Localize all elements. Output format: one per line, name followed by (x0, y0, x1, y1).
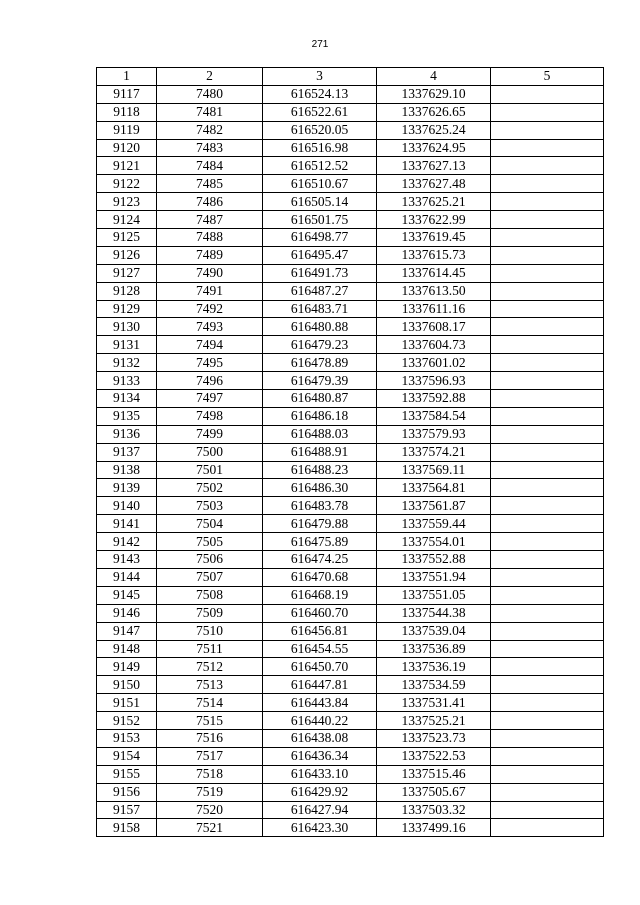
table-cell-col-2: 7498 (157, 407, 263, 425)
table-cell-col-5 (491, 193, 604, 211)
table-cell-col-2: 7506 (157, 551, 263, 569)
table-cell-col-1: 9158 (97, 819, 157, 837)
table-cell-col-4: 1337536.19 (377, 658, 491, 676)
table-cell-col-5 (491, 819, 604, 837)
table-cell-col-1: 9121 (97, 157, 157, 175)
table-cell-col-5 (491, 783, 604, 801)
table-cell-col-4: 1337536.89 (377, 640, 491, 658)
table-cell-col-2: 7500 (157, 443, 263, 461)
table-cell-col-5 (491, 318, 604, 336)
table-row (97, 783, 604, 801)
table-cell-col-4: 1337499.16 (377, 819, 491, 837)
table-cell-col-2: 7504 (157, 515, 263, 533)
table-cell-col-3: 616460.70 (263, 604, 377, 622)
table-cell-col-4: 1337627.13 (377, 157, 491, 175)
table-cell-col-1: 9138 (97, 461, 157, 479)
table-cell-col-5 (491, 282, 604, 300)
table-cell-col-2: 7519 (157, 783, 263, 801)
table-cell-col-1: 9126 (97, 246, 157, 264)
table-cell-col-4: 1337625.21 (377, 193, 491, 211)
table-cell-col-1: 9132 (97, 354, 157, 372)
table-row (97, 175, 604, 193)
table-cell-col-2: 7508 (157, 586, 263, 604)
page-number: 271 (311, 39, 329, 50)
table-cell-col-3: 616438.08 (263, 729, 377, 747)
column-header-4: 4 (377, 68, 491, 86)
table-cell-col-2: 7520 (157, 801, 263, 819)
table-cell-col-5 (491, 533, 604, 551)
table-cell-col-5 (491, 712, 604, 730)
table-row (97, 443, 604, 461)
table-cell-col-4: 1337552.88 (377, 551, 491, 569)
table-cell-col-5 (491, 372, 604, 390)
table-cell-col-1: 9150 (97, 676, 157, 694)
table-cell-col-2: 7485 (157, 175, 263, 193)
table-cell-col-1: 9117 (97, 85, 157, 103)
table-row (97, 336, 604, 354)
table-cell-col-3: 616483.71 (263, 300, 377, 318)
table-cell-col-4: 1337601.02 (377, 354, 491, 372)
table-row (97, 282, 604, 300)
table-cell-col-1: 9156 (97, 783, 157, 801)
table-cell-col-5 (491, 121, 604, 139)
table-cell-col-4: 1337596.93 (377, 372, 491, 390)
table-cell-col-5 (491, 676, 604, 694)
table-cell-col-1: 9149 (97, 658, 157, 676)
table-cell-col-3: 616501.75 (263, 211, 377, 229)
table-cell-col-5 (491, 801, 604, 819)
table-cell-col-1: 9144 (97, 568, 157, 586)
table-row (97, 103, 604, 121)
table-cell-col-1: 9122 (97, 175, 157, 193)
table-cell-col-4: 1337551.94 (377, 568, 491, 586)
table-cell-col-3: 616491.73 (263, 264, 377, 282)
table-cell-col-4: 1337569.11 (377, 461, 491, 479)
table-cell-col-4: 1337613.50 (377, 282, 491, 300)
table-row (97, 139, 604, 157)
table-row (97, 229, 604, 247)
table-cell-col-2: 7511 (157, 640, 263, 658)
table-cell-col-3: 616454.55 (263, 640, 377, 658)
table-cell-col-2: 7483 (157, 139, 263, 157)
table-cell-col-1: 9136 (97, 425, 157, 443)
table-cell-col-4: 1337544.38 (377, 604, 491, 622)
table-cell-col-1: 9124 (97, 211, 157, 229)
table-cell-col-4: 1337629.10 (377, 85, 491, 103)
table-row (97, 461, 604, 479)
table-cell-col-4: 1337554.01 (377, 533, 491, 551)
table-cell-col-2: 7496 (157, 372, 263, 390)
column-header-1: 1 (97, 68, 157, 86)
table-cell-col-4: 1337622.99 (377, 211, 491, 229)
table-cell-col-1: 9119 (97, 121, 157, 139)
table-cell-col-1: 9137 (97, 443, 157, 461)
table-cell-col-2: 7505 (157, 533, 263, 551)
table-cell-col-2: 7491 (157, 282, 263, 300)
table-cell-col-2: 7501 (157, 461, 263, 479)
table-cell-col-3: 616450.70 (263, 658, 377, 676)
table-row (97, 193, 604, 211)
table-cell-col-3: 616470.68 (263, 568, 377, 586)
table-cell-col-4: 1337534.59 (377, 676, 491, 694)
table-cell-col-3: 616524.13 (263, 85, 377, 103)
table-row (97, 729, 604, 747)
table-cell-col-1: 9125 (97, 229, 157, 247)
table-cell-col-4: 1337515.46 (377, 765, 491, 783)
table-cell-col-4: 1337615.73 (377, 246, 491, 264)
table-cell-col-3: 616512.52 (263, 157, 377, 175)
table-cell-col-5 (491, 747, 604, 765)
table-cell-col-3: 616475.89 (263, 533, 377, 551)
table-row (97, 622, 604, 640)
table-row (97, 479, 604, 497)
table-cell-col-2: 7510 (157, 622, 263, 640)
table-cell-col-2: 7481 (157, 103, 263, 121)
table-cell-col-4: 1337503.32 (377, 801, 491, 819)
table-cell-col-2: 7497 (157, 390, 263, 408)
table-cell-col-1: 9140 (97, 497, 157, 515)
table-cell-col-2: 7507 (157, 568, 263, 586)
table-cell-col-5 (491, 336, 604, 354)
table-cell-col-5 (491, 515, 604, 533)
table-row (97, 211, 604, 229)
table-row (97, 765, 604, 783)
table-cell-col-4: 1337561.87 (377, 497, 491, 515)
table-cell-col-5 (491, 658, 604, 676)
table-row (97, 533, 604, 551)
table-cell-col-4: 1337624.95 (377, 139, 491, 157)
table-cell-col-3: 616479.23 (263, 336, 377, 354)
table-row (97, 801, 604, 819)
table-cell-col-4: 1337619.45 (377, 229, 491, 247)
table-cell-col-2: 7489 (157, 246, 263, 264)
table-cell-col-2: 7521 (157, 819, 263, 837)
table-cell-col-3: 616440.22 (263, 712, 377, 730)
table-cell-col-2: 7492 (157, 300, 263, 318)
table-row (97, 425, 604, 443)
table-row (97, 300, 604, 318)
table-cell-col-5 (491, 407, 604, 425)
table-cell-col-5 (491, 425, 604, 443)
table-cell-col-1: 9146 (97, 604, 157, 622)
table-row (97, 694, 604, 712)
table-cell-col-5 (491, 640, 604, 658)
table-cell-col-1: 9151 (97, 694, 157, 712)
table-cell-col-4: 1337611.16 (377, 300, 491, 318)
table-cell-col-4: 1337564.81 (377, 479, 491, 497)
table-cell-col-1: 9128 (97, 282, 157, 300)
table-row (97, 658, 604, 676)
table-cell-col-1: 9120 (97, 139, 157, 157)
table-cell-col-4: 1337604.73 (377, 336, 491, 354)
table-cell-col-3: 616488.23 (263, 461, 377, 479)
table-cell-col-5 (491, 354, 604, 372)
table-row (97, 318, 604, 336)
table-cell-col-5 (491, 461, 604, 479)
table-cell-col-3: 616427.94 (263, 801, 377, 819)
table-body (97, 85, 604, 836)
table-cell-col-2: 7514 (157, 694, 263, 712)
table-cell-col-5 (491, 497, 604, 515)
table-cell-col-5 (491, 586, 604, 604)
table-cell-col-5 (491, 264, 604, 282)
table-cell-col-1: 9148 (97, 640, 157, 658)
table-cell-col-1: 9157 (97, 801, 157, 819)
table-cell-col-2: 7490 (157, 264, 263, 282)
table-cell-col-1: 9155 (97, 765, 157, 783)
table-cell-col-4: 1337625.24 (377, 121, 491, 139)
table-cell-col-1: 9141 (97, 515, 157, 533)
table-cell-col-3: 616436.34 (263, 747, 377, 765)
table-cell-col-3: 616456.81 (263, 622, 377, 640)
table-cell-col-2: 7499 (157, 425, 263, 443)
table-cell-col-4: 1337531.41 (377, 694, 491, 712)
table-cell-col-1: 9145 (97, 586, 157, 604)
table-cell-col-4: 1337574.21 (377, 443, 491, 461)
table-row (97, 747, 604, 765)
table-cell-col-5 (491, 604, 604, 622)
table-cell-col-3: 616479.39 (263, 372, 377, 390)
table-cell-col-5 (491, 765, 604, 783)
table-cell-col-1: 9127 (97, 264, 157, 282)
table-cell-col-1: 9133 (97, 372, 157, 390)
table-cell-col-5 (491, 479, 604, 497)
table-cell-col-1: 9123 (97, 193, 157, 211)
table-cell-col-1: 9131 (97, 336, 157, 354)
table-cell-col-4: 1337523.73 (377, 729, 491, 747)
table-cell-col-1: 9118 (97, 103, 157, 121)
table-cell-col-4: 1337584.54 (377, 407, 491, 425)
table-cell-col-5 (491, 568, 604, 586)
table-cell-col-3: 616429.92 (263, 783, 377, 801)
table-row (97, 264, 604, 282)
table-cell-col-2: 7513 (157, 676, 263, 694)
table-row (97, 586, 604, 604)
table-cell-col-1: 9153 (97, 729, 157, 747)
table-cell-col-1: 9147 (97, 622, 157, 640)
table-cell-col-1: 9134 (97, 390, 157, 408)
table-cell-col-3: 616498.77 (263, 229, 377, 247)
table-cell-col-5 (491, 103, 604, 121)
table-cell-col-3: 616505.14 (263, 193, 377, 211)
table-cell-col-1: 9154 (97, 747, 157, 765)
table-cell-col-2: 7502 (157, 479, 263, 497)
table-cell-col-3: 616487.27 (263, 282, 377, 300)
table-cell-col-2: 7482 (157, 121, 263, 139)
table-cell-col-4: 1337614.45 (377, 264, 491, 282)
table-cell-col-3: 616486.30 (263, 479, 377, 497)
table-cell-col-4: 1337539.04 (377, 622, 491, 640)
table-row (97, 515, 604, 533)
table-cell-col-4: 1337559.44 (377, 515, 491, 533)
table-cell-col-5 (491, 85, 604, 103)
table-row (97, 407, 604, 425)
table-cell-col-4: 1337626.65 (377, 103, 491, 121)
table-cell-col-3: 616483.78 (263, 497, 377, 515)
table-cell-col-2: 7512 (157, 658, 263, 676)
table-row (97, 551, 604, 569)
table-cell-col-4: 1337579.93 (377, 425, 491, 443)
table-row (97, 604, 604, 622)
table-cell-col-3: 616480.88 (263, 318, 377, 336)
table-cell-col-4: 1337608.17 (377, 318, 491, 336)
table-cell-col-5 (491, 246, 604, 264)
table-cell-col-3: 616447.81 (263, 676, 377, 694)
column-header-2: 2 (157, 68, 263, 86)
table-cell-col-1: 9143 (97, 551, 157, 569)
table-cell-col-3: 616423.30 (263, 819, 377, 837)
table-cell-col-1: 9139 (97, 479, 157, 497)
table-header (97, 68, 604, 86)
table-cell-col-5 (491, 139, 604, 157)
table-cell-col-2: 7480 (157, 85, 263, 103)
table-cell-col-4: 1337525.21 (377, 712, 491, 730)
table-cell-col-3: 616480.87 (263, 390, 377, 408)
table-cell-col-5 (491, 443, 604, 461)
table-cell-col-1: 9142 (97, 533, 157, 551)
table-row (97, 246, 604, 264)
table-cell-col-2: 7509 (157, 604, 263, 622)
table-row (97, 676, 604, 694)
table-cell-col-3: 616495.47 (263, 246, 377, 264)
table-cell-col-2: 7517 (157, 747, 263, 765)
table-row (97, 157, 604, 175)
table-cell-col-2: 7495 (157, 354, 263, 372)
column-header-3: 3 (263, 68, 377, 86)
table-cell-col-2: 7503 (157, 497, 263, 515)
coordinates-table (96, 67, 604, 837)
table-cell-col-5 (491, 175, 604, 193)
table-cell-col-3: 616478.89 (263, 354, 377, 372)
table-row (97, 121, 604, 139)
table-cell-col-5 (491, 694, 604, 712)
table-cell-col-3: 616516.98 (263, 139, 377, 157)
header-row (97, 68, 604, 86)
table-cell-col-5 (491, 157, 604, 175)
table-cell-col-1: 9135 (97, 407, 157, 425)
table-cell-col-2: 7494 (157, 336, 263, 354)
table-cell-col-1: 9130 (97, 318, 157, 336)
table-cell-col-5 (491, 229, 604, 247)
table-cell-col-3: 616468.19 (263, 586, 377, 604)
table-cell-col-3: 616488.91 (263, 443, 377, 461)
table-cell-col-3: 616479.88 (263, 515, 377, 533)
table-cell-col-5 (491, 390, 604, 408)
table-cell-col-2: 7515 (157, 712, 263, 730)
table-cell-col-3: 616443.84 (263, 694, 377, 712)
table-row (97, 354, 604, 372)
table-cell-col-3: 616520.05 (263, 121, 377, 139)
column-header-5: 5 (491, 68, 604, 86)
table-cell-col-4: 1337551.05 (377, 586, 491, 604)
table-cell-col-2: 7493 (157, 318, 263, 336)
table-cell-col-5 (491, 211, 604, 229)
table-cell-col-3: 616510.67 (263, 175, 377, 193)
table-cell-col-1: 9129 (97, 300, 157, 318)
table-cell-col-2: 7488 (157, 229, 263, 247)
table-cell-col-5 (491, 622, 604, 640)
table-cell-col-2: 7516 (157, 729, 263, 747)
table-cell-col-5 (491, 300, 604, 318)
table-cell-col-2: 7487 (157, 211, 263, 229)
table-cell-col-4: 1337592.88 (377, 390, 491, 408)
table-row (97, 568, 604, 586)
table-row (97, 372, 604, 390)
table-cell-col-3: 616486.18 (263, 407, 377, 425)
table-row (97, 390, 604, 408)
table-cell-col-3: 616433.10 (263, 765, 377, 783)
table-cell-col-3: 616522.61 (263, 103, 377, 121)
table-cell-col-4: 1337505.67 (377, 783, 491, 801)
table-cell-col-4: 1337522.53 (377, 747, 491, 765)
table-cell-col-3: 616474.25 (263, 551, 377, 569)
table-cell-col-2: 7518 (157, 765, 263, 783)
table-cell-col-2: 7484 (157, 157, 263, 175)
table-cell-col-4: 1337627.48 (377, 175, 491, 193)
table-cell-col-5 (491, 729, 604, 747)
table-row (97, 712, 604, 730)
table-cell-col-5 (491, 551, 604, 569)
table-row (97, 497, 604, 515)
table-cell-col-1: 9152 (97, 712, 157, 730)
table-row (97, 819, 604, 837)
table-cell-col-3: 616488.03 (263, 425, 377, 443)
table-row (97, 640, 604, 658)
table-cell-col-2: 7486 (157, 193, 263, 211)
table-row (97, 85, 604, 103)
